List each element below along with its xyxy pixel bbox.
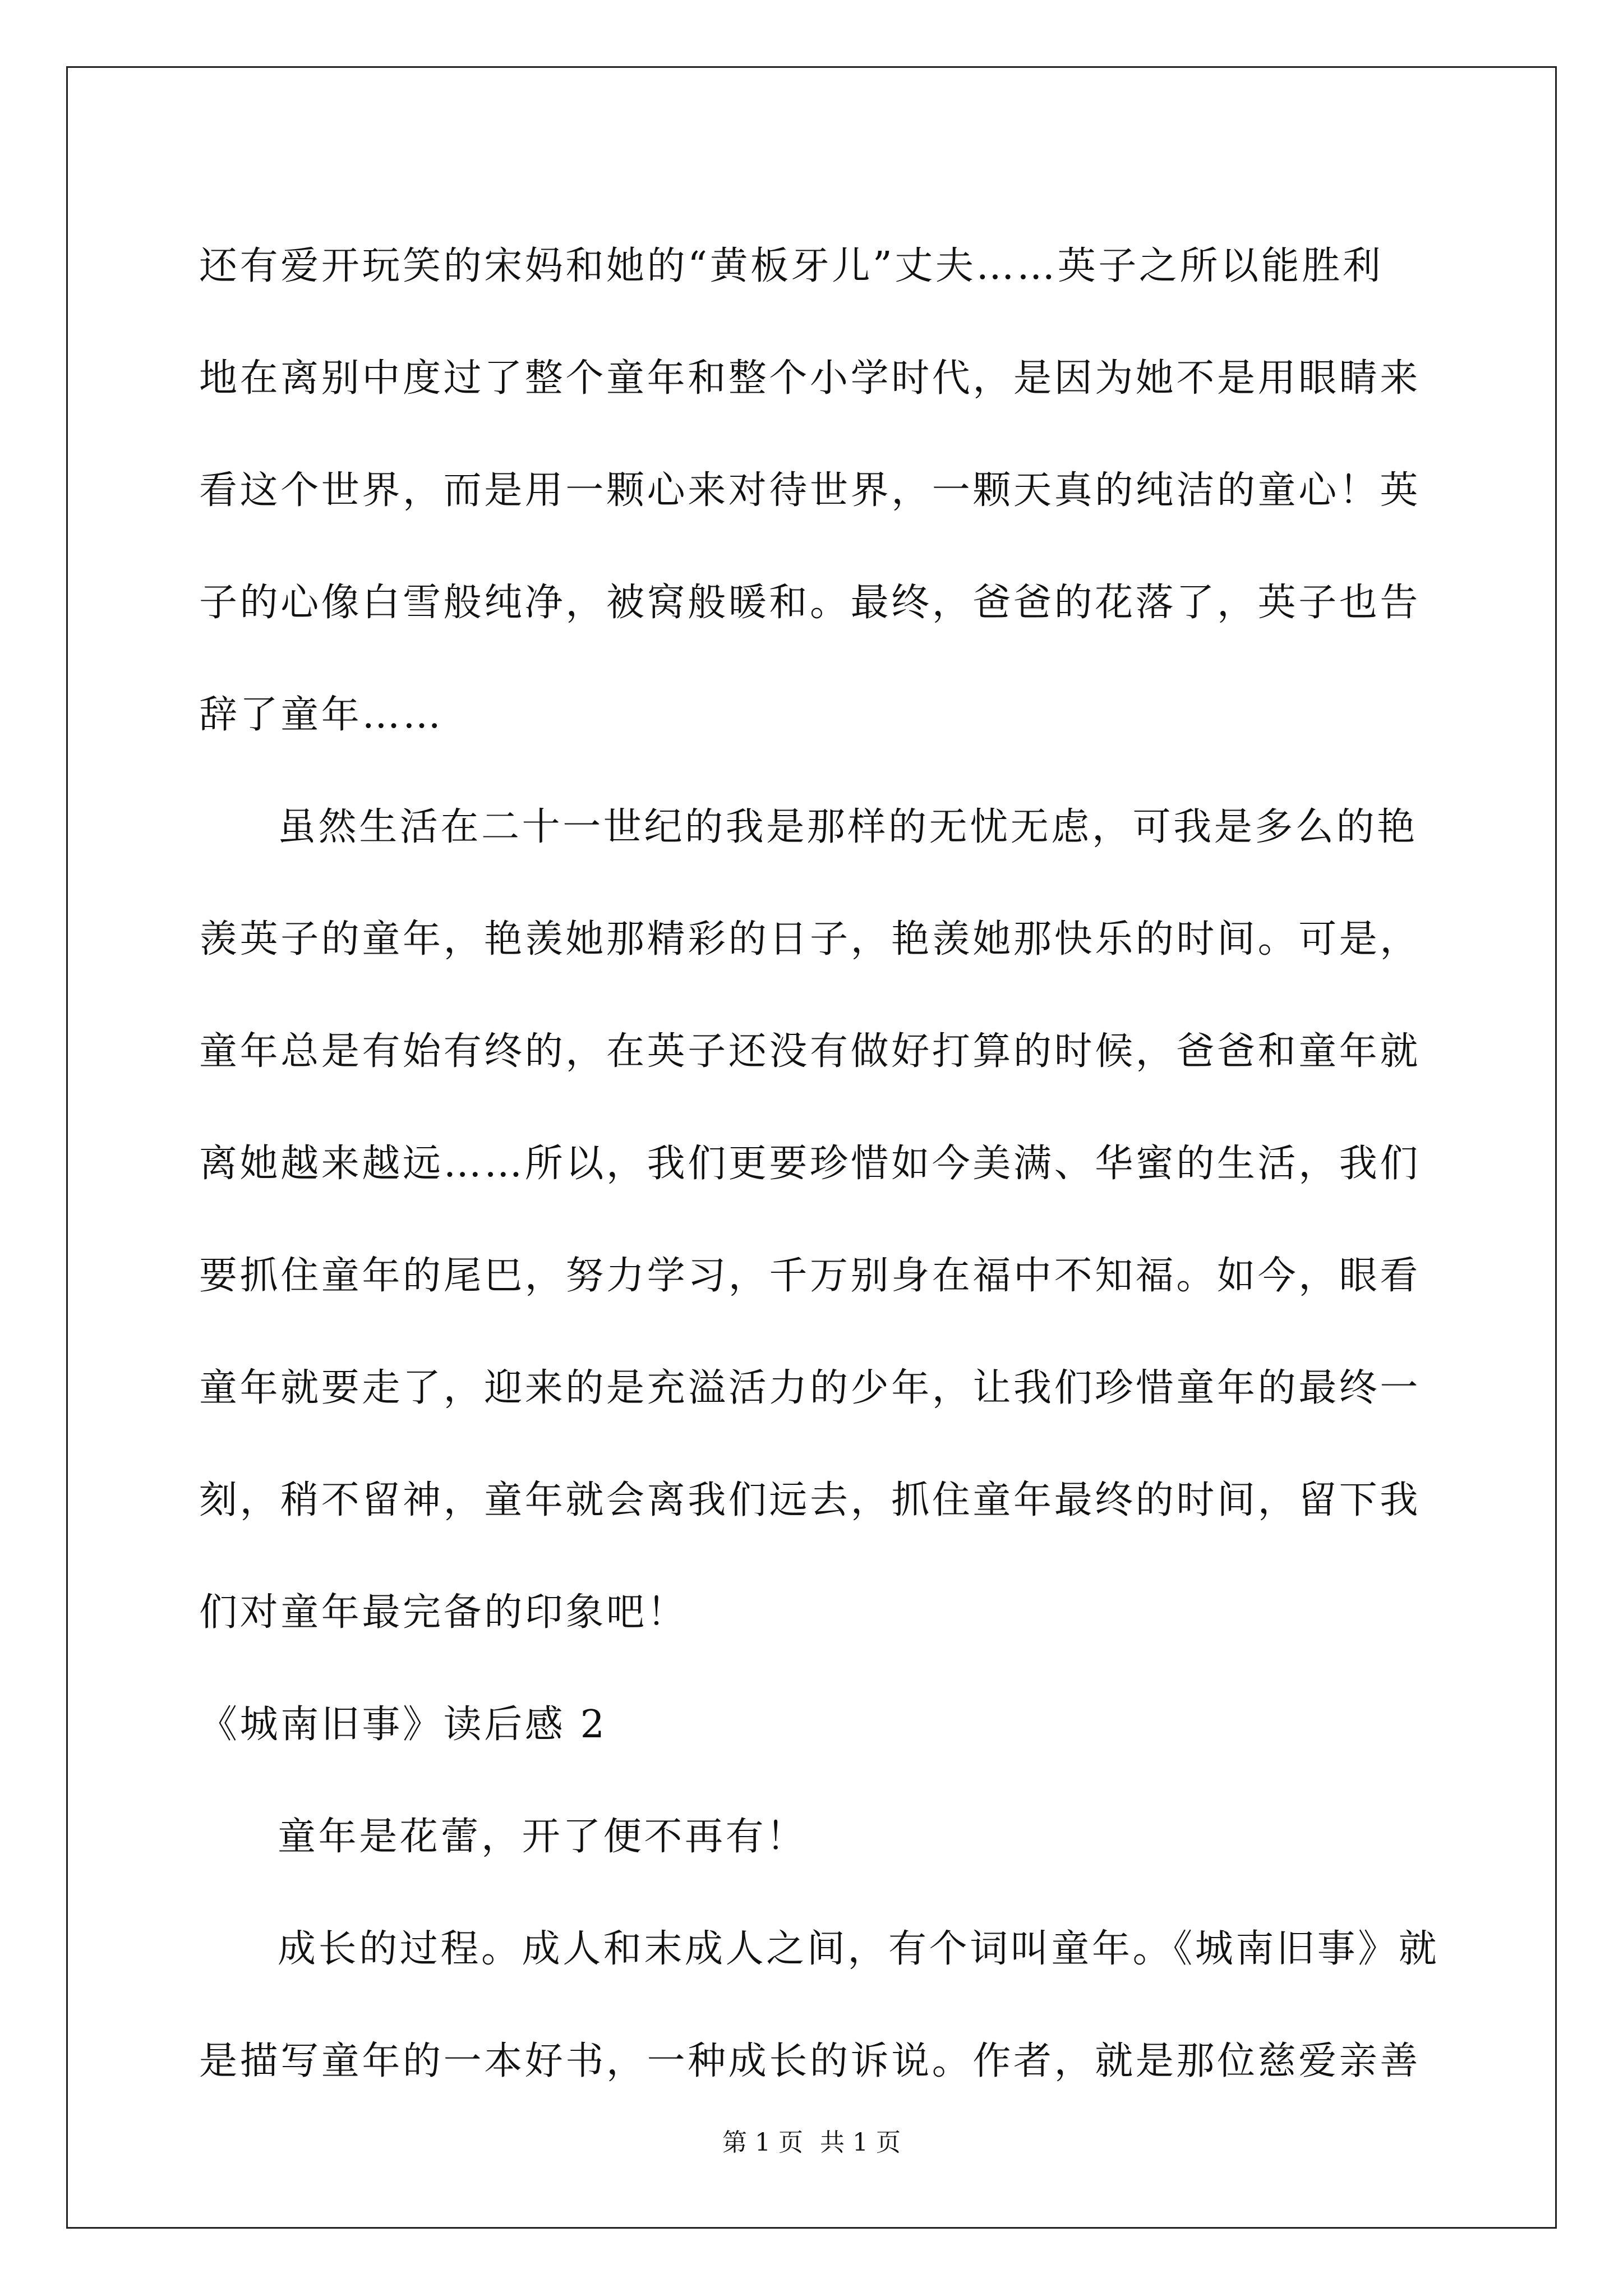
text-line-9: 离她越来越远……所以，我们更要珍惜如今美满、华蜜的生活，我们 bbox=[199, 1142, 1421, 1186]
section-heading: 《城南旧事》读后感 2 bbox=[199, 1703, 607, 1747]
text-line-12: 刻，稍不留神，童年就会离我们远去，抓住童年最终的时间，留下我 bbox=[199, 1478, 1421, 1522]
text-line-4: 子的心像白雪般纯净，被窝般暖和。最终，爸爸的花落了，英子也告 bbox=[199, 581, 1421, 625]
text-line-8: 童年总是有始有终的，在英子还没有做好打算的时候，爸爸和童年就 bbox=[199, 1029, 1421, 1074]
text-line-17: 是描写童年的一本好书，一种成长的诉说。作者，就是那位慈爱亲善 bbox=[199, 2039, 1421, 2083]
page-number-current: 第 1 页 bbox=[722, 2128, 803, 2157]
text-line-1: 还有爱开玩笑的宋妈和她的“黄板牙儿”丈夫……英子之所以能胜利 bbox=[199, 244, 1384, 288]
document-body bbox=[199, 210, 1440, 2118]
text-line-3: 看这个世界，而是用一颗心来对待世界，一颗天真的纯洁的童心！英 bbox=[199, 468, 1421, 513]
text-line-16: 成长的过程。成人和末成人之间，有个词叫童年。《城南旧事》就 bbox=[278, 1927, 1440, 1971]
text-line-5: 辞了童年…… bbox=[199, 693, 444, 737]
page-number-total: 共 1 页 bbox=[820, 2128, 901, 2157]
page-footer bbox=[0, 2126, 1623, 2160]
text-line-7: 羡英子的童年，艳羡她那精彩的日子，艳羡她那快乐的时间。可是， bbox=[199, 917, 1421, 961]
text-line-10: 要抓住童年的尾巴，努力学习，千万别身在福中不知福。如今，眼看 bbox=[199, 1254, 1421, 1298]
text-line-13: 们对童年最完备的印象吧！ bbox=[199, 1590, 688, 1635]
text-line-6: 虽然生活在二十一世纪的我是那样的无忧无虑，可我是多么的艳 bbox=[278, 805, 1418, 849]
text-line-15: 童年是花蕾，开了便不再有！ bbox=[278, 1815, 807, 1859]
text-line-11: 童年就要走了，迎来的是充溢活力的少年，让我们珍惜童年的最终一 bbox=[199, 1366, 1421, 1410]
text-line-2: 地在离别中度过了整个童年和整个小学时代，是因为她不是用眼睛来 bbox=[199, 356, 1421, 401]
